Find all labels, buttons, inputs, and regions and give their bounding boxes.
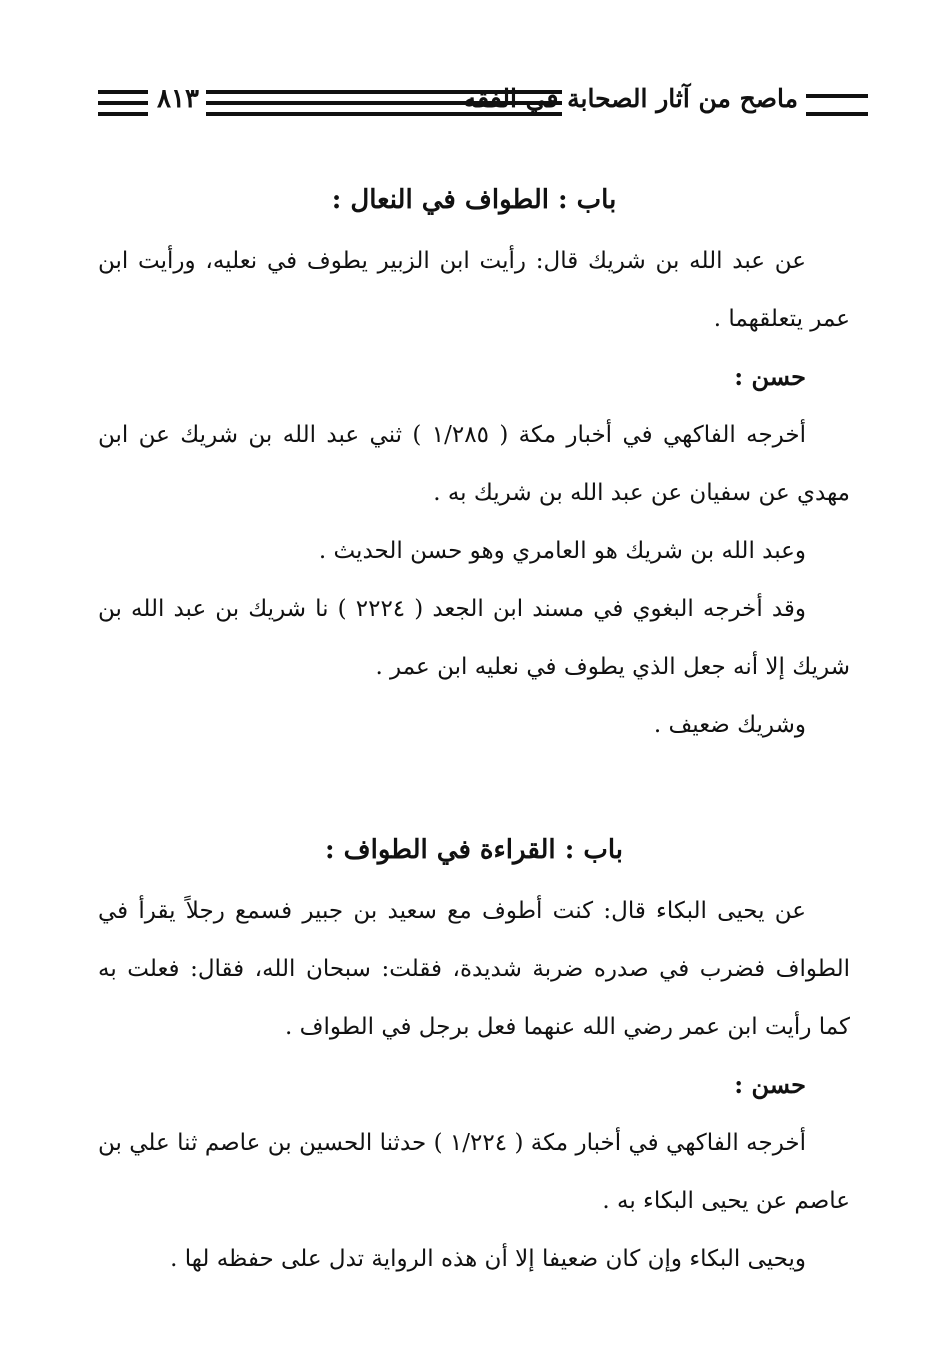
chapter-tawaf-in-sandals [98, 168, 850, 754]
running-title: ماصح من آثار الصحابة في الفقه [463, 84, 798, 113]
athar-text: عن يحيى البكاء قال: كنت أطوف مع سعيد بن جبير فسمع رجلاً يقرأ في الطواف فضرب في صدره ضربة شديدة، فقلت: سبحان الله، فقال: فعلت به كما رأيت ابن عمر رضي الله عنهما فعل برجل في الطواف . [98, 898, 850, 1040]
athar-text: عن عبد الله بن شريك قال: رأيت ابن الزبير يطوف في نعليه، ورأيت ابن عمر يتعلقهما . [98, 248, 850, 332]
takhrij-paragraph: وعبد الله بن شريك هو العامري وهو حسن الحديث . [318, 538, 806, 564]
header-rule-left [98, 90, 148, 116]
chapter-heading: باب : الطواف في النعال : [331, 185, 617, 215]
grade-label: حسن : [734, 362, 806, 391]
takhrij-paragraph: وقد أخرجه البغوي في مسند ابن الجعد ( ٢٢٢٤ ) نا شريك بن عبد الله بن شريك إلا أنه جعل الذي يطوف في نعليه ابن عمر . [98, 596, 850, 680]
grade-label: حسن : [734, 1070, 806, 1099]
header-rule-right [806, 94, 868, 116]
takhrij-paragraph: أخرجه الفاكهي في أخبار مكة ( ١/٢٢٤ ) حدثنا الحسين بن عاصم ثنا علي بن عاصم عن يحيى البكاء به . [98, 1130, 850, 1214]
chapter-heading: باب : القراءة في الطواف : [325, 835, 623, 865]
page-number: ٨١٣ [157, 84, 199, 114]
takhrij-paragraph: وشريك ضعيف . [653, 712, 806, 738]
takhrij-paragraph: أخرجه الفاكهي في أخبار مكة ( ١/٢٨٥ ) ثني عبد الله بن شريك عن ابن مهدي عن سفيان عن عبد الله بن شريك به . [98, 422, 850, 506]
page-body [98, 168, 850, 1288]
chapter-recitation-in-tawaf [98, 818, 850, 1288]
running-header [98, 84, 868, 124]
takhrij-paragraph: ويحيى البكاء وإن كان ضعيفا إلا أن هذه الرواية تدل على حفظه لها . [170, 1246, 806, 1272]
